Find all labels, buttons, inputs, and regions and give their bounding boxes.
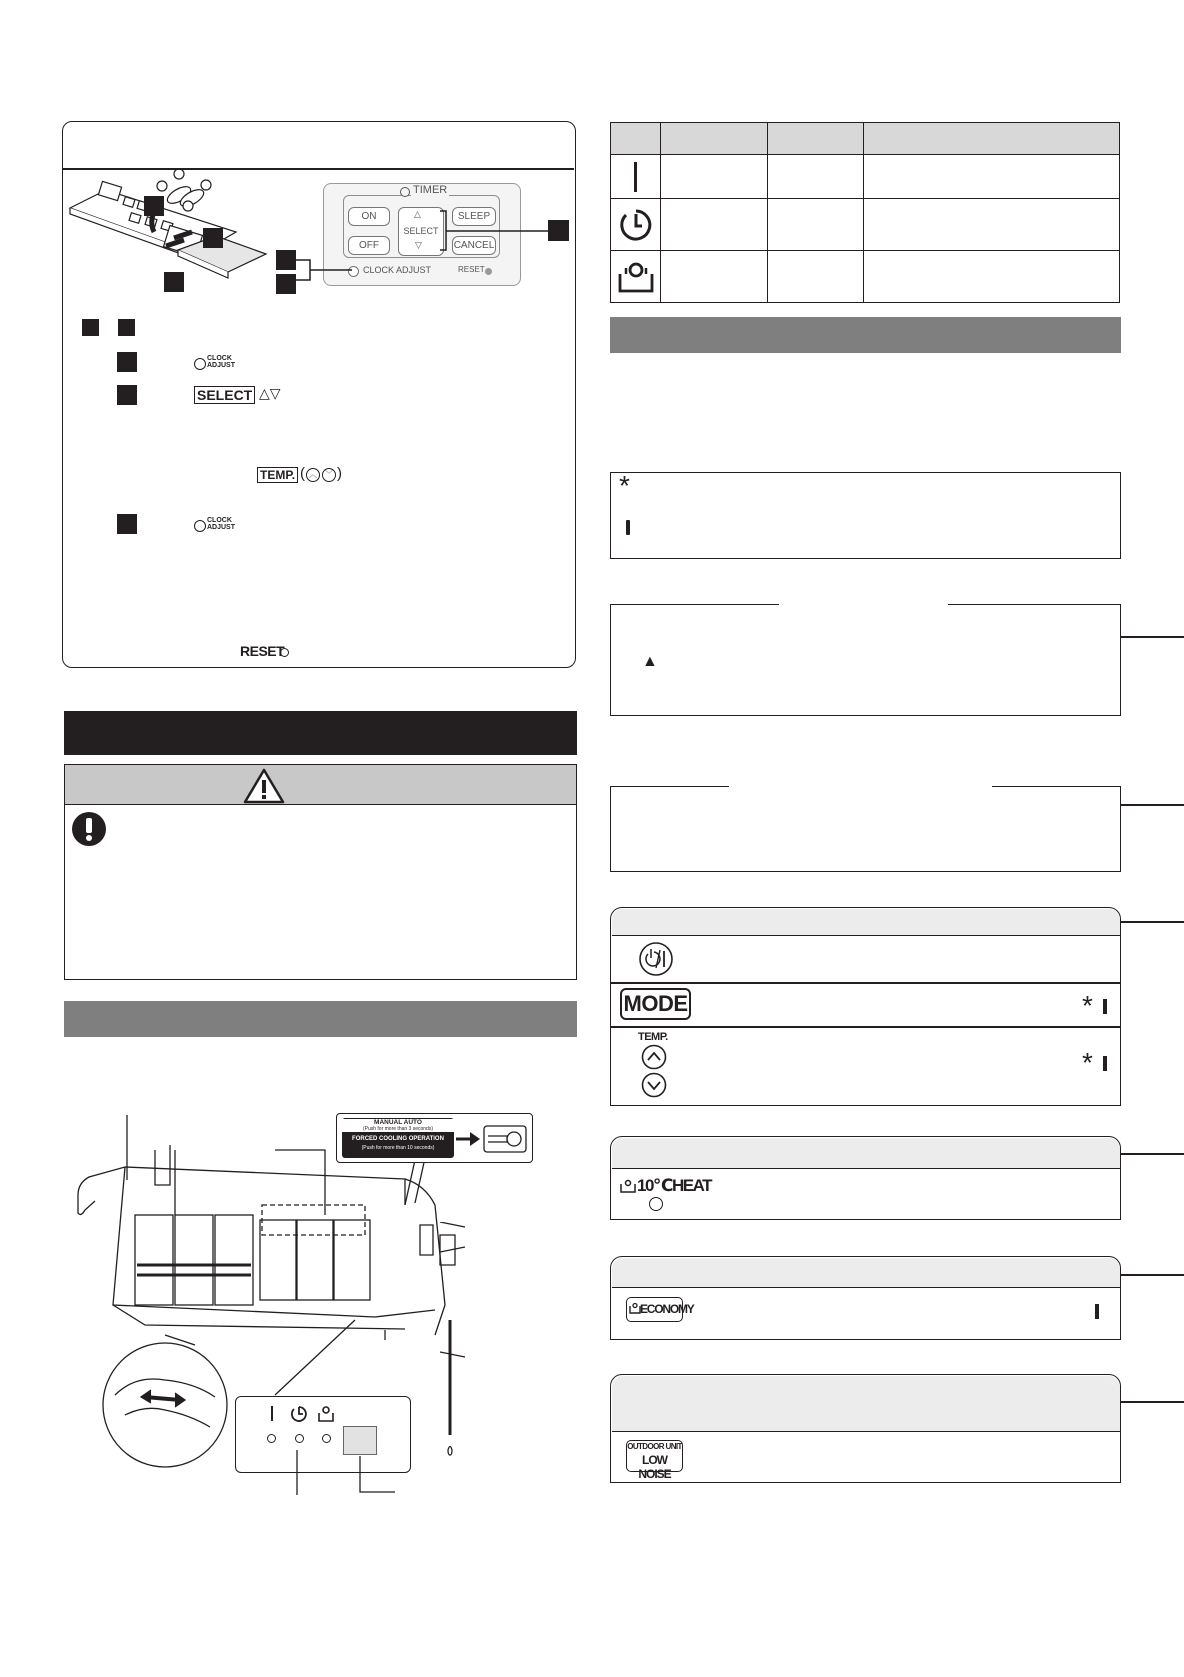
section-heading-bar-dark — [64, 711, 577, 755]
temp-up-icon: ︿ — [306, 468, 320, 482]
warning-triangle-icon — [243, 768, 285, 804]
remote-callout-lines — [290, 205, 550, 285]
mode-note-box — [610, 472, 1121, 559]
step-marker-c — [117, 514, 137, 534]
timer-on-button[interactable]: ON — [348, 207, 390, 226]
outdoor-low-noise-label-1: OUTDOOR UNIT — [627, 1442, 682, 1451]
side-tab-line-1 — [1121, 636, 1184, 638]
manual-auto-text-3: FORCED COOLING OPERATION — [352, 1136, 444, 1142]
select-up-arrow-icon[interactable]: △ — [414, 209, 421, 219]
bar-icon — [626, 520, 630, 535]
select-down-arrow-icon[interactable]: ▽ — [415, 240, 422, 250]
operation-lamp — [267, 1434, 276, 1443]
timer-sleep-button[interactable]: SLEEP — [452, 207, 496, 226]
side-tab-line-5 — [1121, 1274, 1184, 1276]
outdoor-low-noise-label-2: LOW NOISE — [638, 1453, 671, 1481]
indicator-lamp-table — [610, 122, 1120, 303]
panel-row-divider-2 — [611, 1026, 1120, 1028]
economy-bar-icon — [1095, 1304, 1099, 1319]
side-tab-line-6 — [1121, 1401, 1184, 1403]
mode-asterisk-icon: * — [1082, 990, 1093, 1021]
step-marker-2 — [203, 228, 223, 248]
mode-bar-icon — [1103, 999, 1107, 1014]
note-box-2-tab-gap — [729, 784, 992, 788]
temp-bar-icon — [1103, 1056, 1107, 1071]
step-marker-a — [117, 352, 137, 372]
select-label: SELECT — [403, 226, 439, 236]
reset-step-circle — [280, 648, 289, 657]
manual-auto-text-1: MANUAL AUTO — [342, 1119, 454, 1126]
lamp-panel-callouts — [290, 1450, 410, 1520]
temp-down-button-icon[interactable] — [641, 1072, 667, 1098]
temp-down-icon: ﹀ — [322, 468, 336, 482]
table-row — [611, 199, 1120, 251]
side-tab-line-3 — [1121, 921, 1184, 923]
heat10-economy-icon — [620, 1179, 636, 1193]
panel-row-divider-1 — [611, 982, 1120, 984]
right-section-heading-bar — [610, 317, 1121, 353]
clock-adjust-small-circle — [194, 358, 206, 370]
economy-button-label: ECONOMY — [640, 1302, 694, 1316]
manual-auto-arrow-icon — [454, 1122, 529, 1156]
step-marker-b — [117, 385, 137, 405]
clock-adjust-small-circle-2 — [194, 520, 206, 532]
manual-auto-text-2: (Push for more than 3 seconds) — [342, 1126, 454, 1132]
economy-lamp — [322, 1434, 331, 1443]
economy-lamp-icon — [317, 1405, 335, 1423]
timer-cancel-button[interactable]: CANCEL — [452, 236, 496, 255]
temp-up-down-icon: ( — [300, 465, 305, 482]
heat10-panel-header — [612, 1138, 1120, 1169]
clock-adjust-small-label: CLOCK ADJUST — [207, 355, 236, 369]
step-marker-1 — [144, 196, 164, 216]
step-range-end-marker — [118, 319, 135, 336]
mandatory-exclamation-icon — [71, 811, 107, 847]
step-marker-select — [548, 220, 569, 241]
table-header-row — [611, 123, 1120, 155]
economy-panel-header — [612, 1258, 1120, 1288]
temp-button-label: TEMP. — [638, 1031, 668, 1043]
timer-label: TIMER — [413, 184, 448, 196]
temp-asterisk-icon: * — [1082, 1047, 1093, 1078]
reset-label: RESET — [458, 265, 485, 274]
power-button-icon[interactable] — [638, 941, 674, 977]
clock-adjust-small-label-2: CLOCK ADJUST — [207, 517, 236, 531]
step-marker-3 — [164, 272, 184, 292]
timer-clock-icon — [400, 187, 410, 197]
select-key-label: SELECT — [194, 386, 255, 404]
table-row — [611, 251, 1120, 303]
asterisk-icon: * — [619, 470, 630, 501]
up-down-triangle-icon: △▽ — [259, 385, 281, 401]
note-box-1-tab-gap — [779, 602, 948, 606]
temp-key-label: TEMP. — [257, 467, 298, 483]
basic-buttons-panel-header — [612, 909, 1120, 936]
step-marker-4 — [276, 250, 296, 270]
timer-lamp-icon — [290, 1405, 308, 1423]
economy-indicator-icon — [617, 260, 655, 294]
temp-paren-close: ) — [337, 465, 342, 482]
timer-indicator-icon — [619, 208, 653, 242]
timer-off-button[interactable]: OFF — [348, 236, 390, 255]
table-row — [611, 155, 1120, 199]
manual-auto-text-4: (Push for more than 10 seconds) — [361, 1145, 435, 1151]
up-triangle-icon: ▲ — [642, 653, 658, 670]
heat10-button-label: 10℃HEAT — [637, 1176, 712, 1195]
outdoor-low-noise-panel-header — [612, 1376, 1120, 1432]
timer-lamp — [295, 1434, 304, 1443]
side-tab-line-2 — [1121, 804, 1184, 806]
temp-up-button-icon[interactable] — [641, 1044, 667, 1070]
clock-adjust-label: CLOCK ADJUST — [363, 265, 432, 275]
reset-step-label: RESET — [240, 643, 285, 659]
step-range-start-marker — [82, 319, 99, 336]
note-box-2 — [610, 786, 1121, 872]
operation-lamp-icon — [271, 1406, 273, 1421]
heat10-button[interactable] — [649, 1197, 663, 1211]
section-heading-bar-gray — [64, 1001, 577, 1037]
operation-indicator-icon — [634, 162, 637, 192]
note-box-1 — [610, 604, 1121, 716]
mode-button[interactable]: MODE — [620, 988, 691, 1020]
unit-side-callouts — [440, 1222, 470, 1362]
side-tab-line-4 — [1121, 1153, 1184, 1155]
step-marker-5 — [276, 274, 296, 294]
warning-header — [65, 765, 576, 805]
